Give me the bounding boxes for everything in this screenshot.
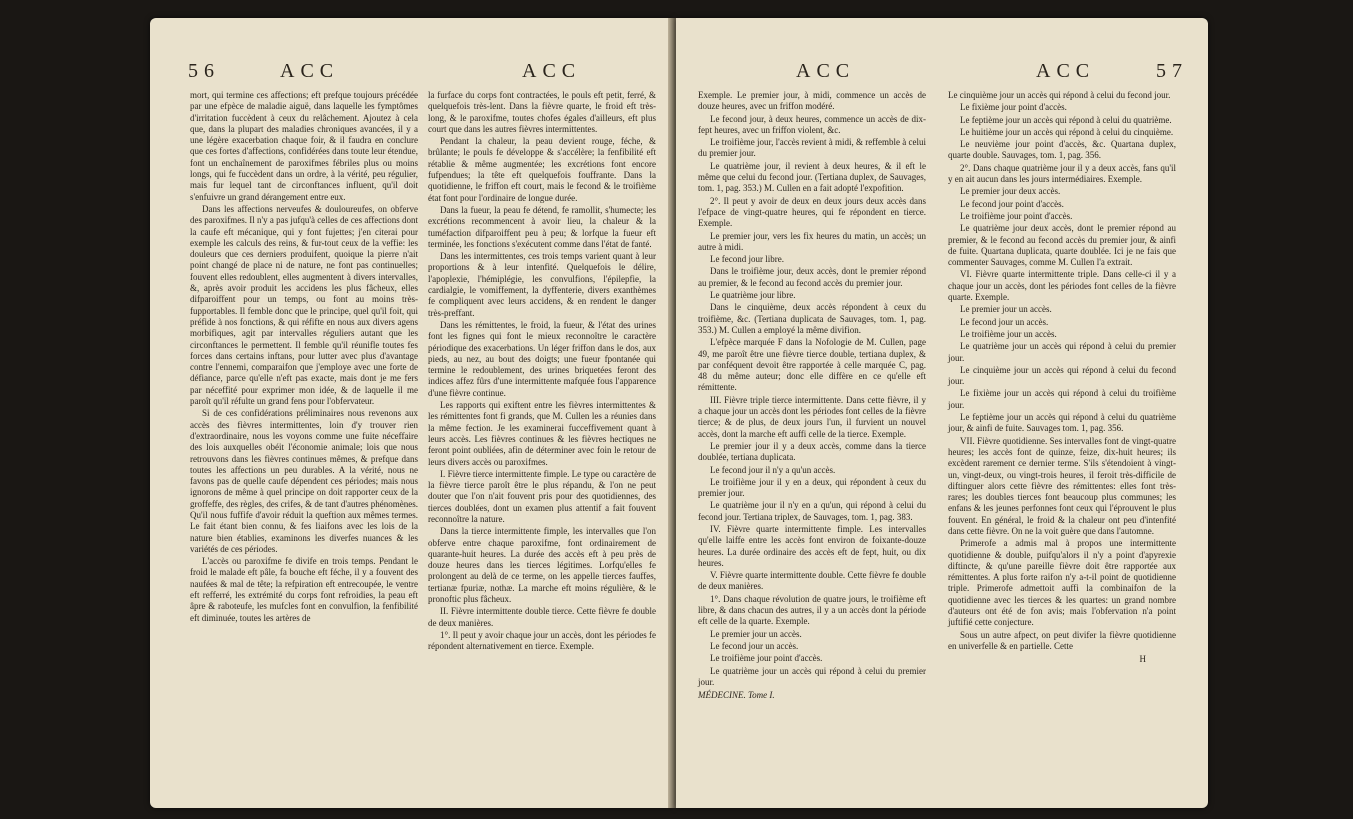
paragraph: Le quatrième jour, il revient à deux heures, & il eft le même que celui du fecond jour. (Tertiana duplex, de Sauvages, tom. 1, pag. 353.) M. Cullen en a fait adopté l'expofition. [698, 160, 926, 194]
paragraph: Dans la tierce intermittente fimple, les intervalles que l'on obferve entre chaque paroxifme, font ordinairement de quarante-huit heures. La durée des accès eft à peu près de douze heures dans les tierces légitimes. Lorfqu'elles fe prolongent au delà de ce terme, on les appelle tierces fauffes, tertianæ fpuriæ, nothæ. La marche eft moins régulière, & le pronoftic plus fâcheux. [428, 526, 656, 605]
paragraph: L'efpèce marquée F dans la Nofologie de M. Cullen, page 49, me paroît être une fièvre tierce double, tertiana duplex, & par conféquent devoit être rapportée à celle marquée C, pag. 48 du même auteur; donc elle diffère en ce qu'elle eft rémittente. [698, 337, 926, 393]
paragraph: Le premier jour il y a deux accès, comme dans la tierce doublée, tertiana duplicata. [698, 440, 926, 463]
paragraph: Le quatrième jour libre. [710, 290, 796, 301]
paragraph: III. Fièvre triple tierce intermittente. Dans cette fièvre, il y a chaque jour un accès dont les périodes font celles de la fièvre tierce; & de plus, de deux jours l'un, il furvient un nouvel accès, dont la marche eft auffi celle de la tierce. Exemple. [698, 394, 926, 439]
paragraph: Le cinquième jour un accès qui répond à celui du fecond jour. [948, 364, 1176, 387]
right-column-1 [698, 90, 926, 701]
paragraph: Sous un autre afpect, on peut divifer la fièvre quotidienne en univerfelle & en partielle. Cette [948, 629, 1176, 651]
paragraph: Le feptième jour un accès qui répond à celui du quatrième jour, & ainfi de fuite. Sauvages tom. 1, pag. 356. [948, 412, 1176, 434]
paragraph: V. Fièvre quarte intermittente double. Cette fièvre fe double de deux manières. [698, 570, 926, 592]
paragraph: Primerofe a admis mal à propos une intermittente quotidienne & double, puifqu'alors il n'y a point d'apyrexie diftincte, & qu'une pareille fièvre doit être rapportée aux rémittentes. A plus forte raifon n'y a-t-il point de quotidienne triple. Primerofe admettoit auffi la combinaifon de la quotidienne avec les tierces & les quartes: un grand nombre d'auteurs ont été de fon avis; mais l'obfervation n'a point juftifié cette conjecture. [948, 538, 1176, 628]
left-running-head [150, 60, 672, 90]
paragraph: II. Fièvre intermittente double tierce. Cette fièvre fe double de deux manières. [428, 606, 656, 628]
paragraph: Dans les intermittentes, ces trois temps varient quant à leur proportions & à leur intenfité. Quelquefois le délire, l'apoplexie, l'hémiplégie, les convulfions, l'épilepfie, la cardialgie, le vomiffement, la dyffenterie, divers exanthèmes fe compliquent avec leurs accidens, & en rendent le danger très-preffant. [428, 251, 656, 318]
paragraph: Le cinquième jour un accès qui répond à celui du fecond jour. [948, 90, 1171, 100]
paragraph: la furface du corps font contractées, le pouls eft petit, ferré, & quelquefois très-lent. Dans la fièvre quarte, le froid eft très-long, & le paroxifme, toutes chofes égales d'ailleurs, eft plus court que dans les autres fièvres intermittentes. [428, 90, 656, 134]
left-column-1 [190, 90, 418, 625]
paragraph: IV. Fièvre quarte intermittente fimple. Les intervalles qu'elle laiffe entre les accès font environ de foixante-douze heures. La durée ordinaire des accès eft de fept, huit, ou dix heures. [698, 523, 926, 568]
page-number: 57 [1156, 60, 1188, 82]
paragraph: Le premier jour un accès. [960, 304, 1052, 315]
running-head-right: ACC [522, 60, 582, 82]
paragraph: Le troifième jour point d'accès. [710, 653, 823, 664]
paragraph: Le quatrième jour un accès qui répond à celui du premier jour. [948, 341, 1176, 363]
paragraph: Exemple. Le premier jour, à midi, commence un accès de douze heures, avec un friffon modéré. [698, 90, 926, 112]
paragraph: Le fecond jour libre. [710, 254, 784, 265]
paragraph: Le fixième jour point d'accès. [960, 102, 1067, 113]
paragraph: VI. Fièvre quarte intermittente triple. Dans celle-ci il y a chaque jour un accès, dont les périodes font celles de la fièvre quarte. Exemple. [948, 269, 1176, 303]
paragraph: Le premier jour, vers les fix heures du matin, un accès; un autre à midi. [698, 230, 926, 252]
left-column-2 [428, 90, 656, 654]
paragraph: 2°. Dans chaque quatrième jour il y a deux accès, fans qu'il y en ait aucun dans les jours intermédiaires. Exemple. [948, 162, 1176, 185]
paragraph: 1°. Il peut y avoir chaque jour un accès, dont les périodes fe répondent alternativement en tierce. Exemple. [428, 629, 656, 652]
paragraph: Le fixième jour un accès qui répond à celui du troifième jour. [948, 388, 1176, 410]
paragraph: Dans les affections nerveufes & douloureufes, on obferve des paroxifmes. Il n'y a pas jufqu'à celles de ces affections dont la caufe eft mécanique, qui y font fujettes; j'en citerai pour exemple les calculs des reins, & fur-tout ceux de la veffie: les douleurs que ces derniers produifent, quoique la pierre n'ait point changé de place ni de nature, ne font pas continuelles; fouvent elles redoublent, elles augmentent à divers intervalles, &, après avoir produit les accidens les plus fâcheux, elles difparoiffent pour un temps, ou font au moins très-fupportables. Il femble donc que le principe, quel qu'il foit, qui préfide à nos fonctions, & qui réfifte en nous aux divers agens morbifiques, agit par intervalles réguliers autant que les circonftances le permettent. Il femble qu'il réunifle toutes fes forces dans certains inftans, pour lutter avec plus d'avantage contre l'ennemi, comparaifon que j'employe avec une forte de défiance, parce qu'elle n'eft pas exacte, mais dont je me fers par néceffité pour exprimer mon idée, & de laquelle il me paroît qu'il réfulte un grand fens pour l'obfervateur. [190, 203, 419, 407]
paragraph: Le troifième jour un accès. [960, 328, 1057, 339]
paragraph: Le feptième jour un accès qui répond à celui du quatrième. [960, 114, 1172, 125]
paragraph: Le fecond jour il n'y a qu'un accès. [710, 464, 836, 475]
paragraph: Le quatrième jour il n'y en a qu'un, qui répond à celui du fecond jour. Tertiana triplex, de Sauvages, tom. 1, pag. 383. [698, 500, 926, 522]
paragraph: Dans le troifième jour, deux accès, dont le premier répond au premier, & le fecond au fecond accès du premier jour. [698, 266, 926, 288]
paragraph: Le quatrième jour deux accès, dont le premier répond au premier, & le fecond au fecond accès du premier jour, & ainfi de fuite. Quartana duplicata, quarte doublée. Ici je ne fais que commenter Sauvages, comme M. Cullen l'a extrait. [948, 223, 1176, 268]
paragraph: Le fecond jour un accès. [710, 640, 799, 651]
paragraph: Le troifième jour, l'accès revient à midi, & reffemble à celui du premier jour. [698, 137, 926, 159]
paragraph: Dans le cinquième, deux accès répondent à ceux du troifième, &c. (Tertiana duplicata de Sauvages, tom. 1, pag. 353.) M. Cullen a employé la même divifion. [698, 302, 926, 335]
paragraph: VII. Fièvre quotidienne. Ses intervalles font de vingt-quatre heures; les accès font de quinze, feize, dix-huit heures; ils excèdent rarement ce dernier terme. S'ils s'étendoient à vingt-un, vingt-deux, ou vingt-trois heures, il feroit très-difficile de diftinguer alors cette fièvre des rémittentes: elles font très-rares; les doubles tierces font beaucoup plus communes; les enfans & les jeunes perfonnes font ceux qui l'éprouvent le plus fouvent. En général, le froid & la chaleur ont peu d'intenfité dans cette fièvre. On ne la voit guère que dans l'automne. [948, 435, 1176, 536]
paragraph: Pendant la chaleur, la peau devient rouge, féche, & brûlante; le pouls fe développe & s'accélère; la fenfibilité eft rétablie & même augmentée; les excrétions font encore fufpendues; la tête eft quelquefois fouffrante. Dans la quotidienne, le friffon eft court, mais le fecond & le troifième état font pour l'ordinaire de longue durée. [428, 136, 656, 203]
paragraph: Le huitième jour un accès qui répond à celui du cinquième. [960, 126, 1174, 137]
running-head-right: ACC [1036, 60, 1096, 82]
right-page [676, 18, 1208, 808]
right-running-head [676, 60, 1208, 90]
paragraph: 1°. Dans chaque révolution de quatre jours, le troifième eft libre, & dans chacun des autres, il y a un accès dont la période eft celle de la quarte. Exemple. [698, 593, 926, 627]
paragraph: Le fecond jour un accès. [960, 316, 1049, 327]
paragraph: L'accès ou paroxifme fe divife en trois temps. Pendant le froid le malade eft pâle, fa bouche eft féche, il y a fouvent des naufées & mal de tête; la refpiration eft entrecoupée, le ventre eft refferré, les extrémité du corps font refroidies, la peau eft âpre & raboteufe, les mufcles font en convulfion, la fenfibilité eft diminuée, toutes les artères de [190, 556, 418, 623]
paragraph: Le neuvième jour point d'accès, &c. Quartana duplex, quarte double. Sauvages, tom. 1, pag. 356. [948, 139, 1176, 161]
paragraph: 2°. Il peut y avoir de deux en deux jours deux accès dans l'efpace de vingt-quatre heures, qui fe répondent en tierce. Exemple. [698, 195, 926, 229]
paragraph: Le troifième jour il y en a deux, qui répondent à ceux du premier jour. [698, 476, 926, 499]
footer-volume: MÉDECINE. Tome I. [698, 690, 775, 701]
paragraph: Le troifième jour point d'accès. [960, 210, 1073, 221]
paragraph: Le premier jour un accès. [710, 628, 802, 639]
right-column-2 [948, 90, 1176, 666]
paragraph: Le fecond jour point d'accès. [960, 198, 1064, 209]
paragraph: Si de ces confidérations préliminaires nous revenons aux accès des fièvres intermittentes, loin d'y trouver rien d'extraordinaire, nous les voyons comme une fuite néceffaire des lois auxquelles obéit l'économie animale; lois que nous retrouvons dans les fièvres continues mêmes, & prefque dans toutes les affections un peu durables. A la vérité, nous ne favons pas de quelle caufe dépendent ces périodes; mais nous ignorons de même à quel principe on doit rapporter ceux de la groffeffe, des règles, des crifes, & de tant d'autres phénomènes. Qu'il nous fuffife d'avoir réduit la queftion aux mêmes termes. Le fait étant bien connu, & fes liaifons avec les lois de la nature bien établies, examinons les diverfes nuances & les variétés de ces périodes. [190, 408, 418, 554]
paragraph: Dans les rémittentes, le froid, la fueur, & l'état des urines font les fignes qui font le mieux reconnoître le caractère périodique des exacerbations. Un léger friffon dans le dos, aux pieds, au nez, au bout des doigts; une fueur fpontanée qui termine le redoublement, des urines briquetées feront des indices affez fûrs d'une intermittente mafquée fous l'apparence d'une fièvre continue. [428, 319, 656, 398]
running-head-left: ACC [796, 60, 856, 82]
running-head-left: ACC [280, 60, 340, 82]
paragraph: mort, qui termine ces affections; eft prefque toujours précédée par une efpèce de maladie aiguë, dans laquelle les fymptômes d'irritation fuccèdent à ceux du relâchement. Ajoutez à cela que, dans la plupart des maladies chroniques avancées, il y a une légère exacerbation chaque foir, & il faudra en conclure que ces fortes d'affections, confidérées dans toute leur étendue, font un enchaînement de paroxifmes fébriles plus ou moins longs, qui fe fuccèdent dans un ordre, à la vérité, peu régulier, mais fur lequel tant de circonftances influent, qu'il doit s'enfuivre un grand dérangement entre eux. [190, 90, 418, 202]
left-page [150, 18, 672, 808]
paragraph: I. Fièvre tierce intermittente fimple. Le type ou caractère de la fièvre tierce paroît être le plus répandu, & l'on ne peut douter que l'on n'ait fouvent pris pour des quotidiennes, des tierces doublées, dont un examen plus attentif a fait fouvent reconnoître la nature. [428, 468, 656, 524]
paragraph: Dans la fueur, la peau fe détend, fe ramollit, s'humecte; les excrétions recommencent à avoir lieu, la chaleur & la tuméfaction difparoiffent peu à peu; & lorfque la fueur eft terminée, les fonctions s'exécutent comme dans l'état de fanté. [428, 204, 656, 249]
paragraph: Le premier jour deux accès. [960, 186, 1061, 197]
paragraph: Les rapports qui exiftent entre les fièvres intermittentes & les rémittentes font fi grands, que M. Cullen les a réunies dans la même fection. Je les examinerai fucceffivement quant à leurs accès. Les fièvres continues & les fièvres hectiques ne feront point oubliées, afin de déterminer avec foin le retour de leurs divers accès ou paroxifmes. [428, 400, 656, 467]
signature-mark: H [1139, 654, 1146, 665]
paragraph: Le fecond jour, à deux heures, commence un accès de dix-fept heures, avec un friffon violent, &c. [698, 113, 926, 135]
page-number: 56 [188, 60, 220, 82]
paragraph: Le quatrième jour un accès qui répond à celui du premier jour. [698, 665, 926, 687]
